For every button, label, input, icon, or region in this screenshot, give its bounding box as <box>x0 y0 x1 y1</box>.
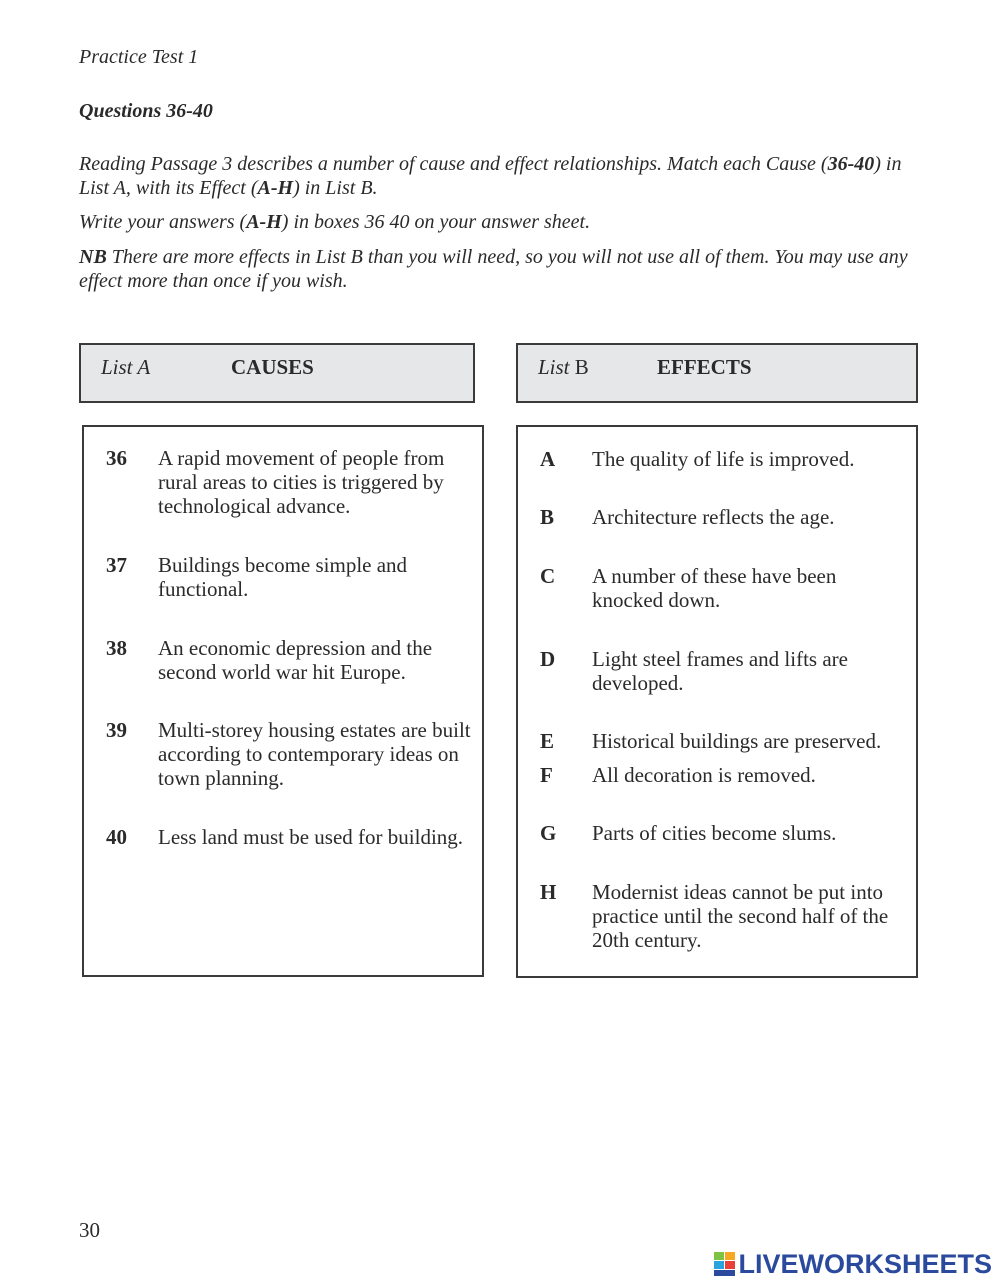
effect-text: The quality of life is improved. <box>592 447 855 471</box>
cause-text: Buildings become simple and functional. <box>158 553 408 601</box>
effect-text: All decoration is removed. <box>592 763 816 787</box>
cause-number: 40 <box>106 825 127 849</box>
effects-list <box>516 425 918 978</box>
liveworksheets-logo <box>714 1249 992 1279</box>
cause-number: 39 <box>106 718 127 742</box>
effect-text: Parts of cities become slums. <box>592 821 837 845</box>
effect-letter: F <box>540 763 553 787</box>
cause-text: A rapid movement of people from rural areas to cities is triggered by technological advance. <box>158 446 445 518</box>
effect-letter: B <box>540 505 555 529</box>
cause-text: Multi-storey housing estates are built according to contemporary ideas on town planning. <box>158 718 471 790</box>
effect-letter: A <box>540 447 556 471</box>
list-a-label: List A <box>101 355 151 379</box>
cause-number: 36 <box>106 446 127 470</box>
causes-list <box>82 425 484 977</box>
cause-number: 37 <box>106 553 127 577</box>
effect-letter: H <box>540 880 557 904</box>
instruction-paragraph-nb: NB There are more effects in List B than you will need, so you will not use all of them. You may use any effect more than once if you wish. <box>79 246 908 292</box>
list-b-title: EFFECTS <box>657 355 752 379</box>
cause-number: 38 <box>106 636 127 660</box>
cause-text: Less land must be used for building. <box>158 825 464 849</box>
effect-text: Light steel frames and lifts are developed. <box>592 647 848 695</box>
effect-letter: G <box>540 821 557 845</box>
effect-letter: D <box>540 647 556 671</box>
liveworksheets-logo-icon <box>714 1251 736 1277</box>
list-a-title: CAUSES <box>231 355 314 379</box>
running-title: Practice Test 1 <box>79 46 199 68</box>
list-a-header <box>79 343 475 403</box>
liveworksheets-wordmark: LIVEWORKSHEETS <box>738 1248 992 1279</box>
effect-text: A number of these have been knocked down. <box>592 564 837 612</box>
effect-letter: C <box>540 564 556 588</box>
instruction-paragraph-1: Reading Passage 3 describes a number of cause and effect relationships. Match each Cause (36-40) in List A, with its Effect (A-H) in List B. <box>79 153 902 199</box>
list-b-header <box>516 343 918 403</box>
effect-letter: E <box>540 729 555 753</box>
list-b-label: List B <box>538 355 589 379</box>
effect-text: Architecture reflects the age. <box>592 505 835 529</box>
effect-text: Modernist ideas cannot be put into practice until the second half of the 20th century. <box>592 880 889 952</box>
questions-heading: Questions 36-40 <box>79 100 213 122</box>
page-number: 30 <box>79 1218 100 1242</box>
cause-text: An economic depression and the second world war hit Europe. <box>158 636 433 684</box>
effect-text: Historical buildings are preserved. <box>592 729 882 753</box>
instruction-paragraph-2: Write your answers (A-H) in boxes 36 40 on your answer sheet. <box>79 211 591 233</box>
